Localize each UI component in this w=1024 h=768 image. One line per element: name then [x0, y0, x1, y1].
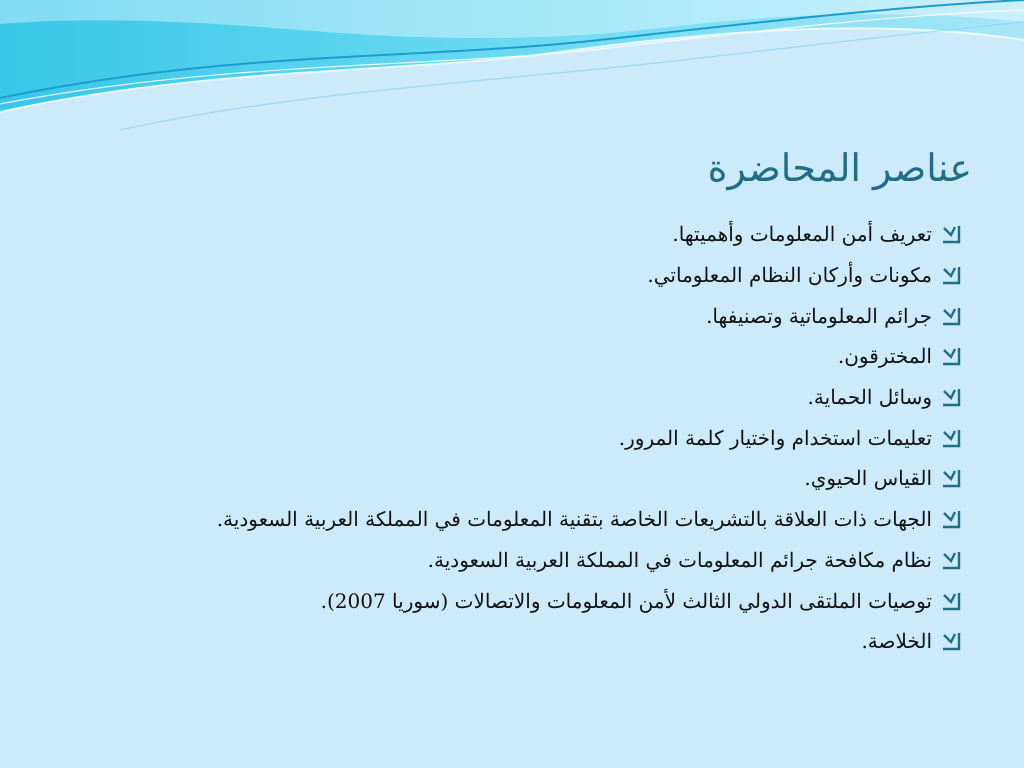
check-arrow-icon	[940, 630, 962, 652]
check-arrow-icon	[940, 508, 962, 530]
list-item	[217, 499, 962, 540]
list-item	[217, 295, 962, 336]
check-arrow-icon	[940, 223, 962, 245]
check-arrow-icon	[940, 264, 962, 286]
list-item-text: نظام مكافحة جرائم المعلومات في المملكة العربية السعودية.	[427, 547, 932, 572]
list-item-text: مكونات وأركان النظام المعلوماتي.	[647, 263, 932, 288]
check-arrow-icon	[940, 427, 962, 449]
list-item	[217, 540, 962, 581]
list-item	[217, 458, 962, 499]
slide-title: عناصر المحاضرة	[707, 146, 972, 190]
check-arrow-icon	[940, 467, 962, 489]
list-item-text: تعليمات استخدام واختيار كلمة المرور.	[618, 425, 932, 450]
list-item	[217, 417, 962, 458]
list-item	[217, 214, 962, 255]
check-arrow-icon	[940, 549, 962, 571]
list-item-text: القياس الحيوي.	[804, 466, 932, 491]
list-item-text: وسائل الحماية.	[807, 385, 932, 410]
list-item-text: توصيات الملتقى الدولي الثالث لأمن المعلومات والاتصالات (سوريا 2007).	[320, 588, 932, 613]
check-arrow-icon	[940, 345, 962, 367]
check-arrow-icon	[940, 386, 962, 408]
list-item-text: الخلاصة.	[861, 629, 932, 654]
list-item	[217, 377, 962, 418]
header-wave-decoration	[0, 0, 1024, 130]
check-arrow-icon	[940, 305, 962, 327]
list-item	[217, 621, 962, 662]
list-item-text: المخترقون.	[837, 344, 932, 369]
list-item-text: جرائم المعلوماتية وتصنيفها.	[706, 303, 932, 328]
list-item	[217, 336, 962, 377]
list-item	[217, 580, 962, 621]
bullet-list	[217, 214, 962, 662]
list-item	[217, 255, 962, 296]
check-arrow-icon	[940, 590, 962, 612]
list-item-text: الجهات ذات العلاقة بالتشريعات الخاصة بتقنية المعلومات في المملكة العربية السعودية.	[216, 507, 932, 532]
list-item-text: تعريف أمن المعلومات وأهميتها.	[672, 222, 932, 247]
